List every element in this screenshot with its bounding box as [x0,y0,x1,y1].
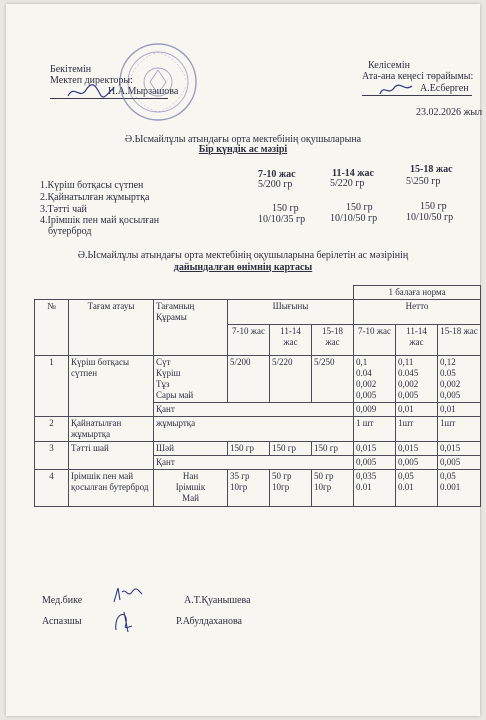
cook-name: Р.Абулдаханова [176,616,242,627]
netto-cell [354,470,396,507]
table-row [35,470,481,507]
age-netto-2: 11-14 жас [396,325,438,356]
output-value: 10гр [272,482,290,492]
netto-cell: 0,005 [438,456,481,470]
nurse-name: А.Т.Қуанышева [184,595,251,606]
parent-signature [378,82,414,98]
output-cell: 5/250 [312,356,354,403]
menu-item-3-value-3: 150 гр [420,201,447,212]
cook-signature [110,608,138,634]
row-no: 4 [35,470,69,507]
ingredient: Күріш [156,368,181,378]
menu-item-4-value-3: 10/10/50 гр [406,212,454,223]
col-dish: Тағам атауы [69,300,154,356]
row-ingredients [154,470,228,507]
menu-item-2: 2.Қайнатылған жұмыртқа [40,192,150,203]
row-ingredient: жұмыртқа [154,417,354,442]
netto-value: 0.01 [398,482,414,492]
table-row [35,442,481,456]
netto-cell: 0,005 [354,456,396,470]
age-group-2: 11-14 жас [332,168,374,179]
netto-cell: 1шт [438,417,481,442]
output-value: 10гр [314,482,332,492]
output-cell [312,470,354,507]
ingredient: Тұз [156,379,170,389]
netto-cell [354,356,396,403]
output-cell: 5/200 [228,356,270,403]
output-cell [228,470,270,507]
approve-name: Н.А.Мырзашова [108,86,179,97]
ingredient: Май [182,493,199,503]
age-output-1: 7-10 жас [228,325,270,356]
output-value: 50 гр [314,471,334,481]
netto-cell: 0,005 [396,456,438,470]
netto-value: 0.04 [356,368,372,378]
col-no: № [35,300,69,356]
netto-value: 0.05 [440,368,456,378]
cook-label: Аспазшы [42,616,82,627]
nurse-label: Мед.бике [42,595,83,606]
netto-value: 0,002 [440,379,461,389]
menu-item-1-value-3: 5\250 гр [406,176,441,187]
menu-item-4-value-2: 10/10/50 гр [330,213,378,224]
school-stamp [116,40,200,124]
netto-value: 0,05 [398,471,414,481]
card-title-line1: Ә.Ысмайлұлы атындағы орта мектебінің оқушыларына берілетін ас мәзірінің [77,250,409,261]
age-group-1: 7-10 жас [258,169,296,180]
age-group-3: 15-18 жас [410,164,453,175]
ingredient: Нан [182,471,199,481]
row-dish: Қайнатылған жұмыртқа [69,417,154,442]
row-sugar: Қант [154,403,354,417]
row-dish: Тәтті шай [69,442,154,470]
netto-value: 0,1 [356,357,368,367]
netto-cell: 0,009 [354,403,396,417]
menu-item-4-value-1: 10/10/35 гр [258,214,306,225]
row-no: 2 [35,417,69,442]
netto-value: 0.045 [398,368,419,378]
agree-position: Ата-ана кеңесі төрайымы: [362,71,474,82]
output-value: 10гр [230,482,248,492]
row-dish: Күріш ботқасы сүтпен [69,356,154,417]
netto-value: 0,002 [356,379,377,389]
row-sugar: Қант [154,456,354,470]
netto-value: 0,005 [440,390,461,400]
row-dish: Ірімшік пен май қосылған бутерброд [69,470,154,507]
netto-cell [396,356,438,403]
ingredient: Сүт [156,357,171,367]
director-signature [66,82,116,102]
netto-value: 0.01 [356,482,372,492]
netto-cell: 1 шт [354,417,396,442]
agree-title: Келісемін [368,60,410,71]
netto-cell: 0,01 [396,403,438,417]
menu-school-title: Ә.Ысмайлұлы атындағы орта мектебінің оқушыларына [124,134,362,145]
netto-cell [438,470,481,507]
output-value: 50 гр [272,471,292,481]
agree-name: А.Есберген [420,83,469,94]
output-cell [270,470,312,507]
netto-cell: 0,015 [396,442,438,456]
row-ingredient: Шәй [154,442,228,456]
output-cell: 5/220 [270,356,312,403]
netto-cell: 0,015 [438,442,481,456]
netto-value: 0,12 [440,357,456,367]
table-row [35,417,481,442]
col-output: Шығыны [228,300,354,325]
netto-value: 0,002 [398,379,419,389]
netto-value: 0,11 [398,357,414,367]
norm-header: 1 балаға норма [354,286,481,300]
age-netto-1: 7-10 жас [354,325,396,356]
output-cell: 150 гр [312,442,354,456]
col-netto: Нетто [354,300,481,325]
netto-cell [438,356,481,403]
row-ingredients [154,356,228,403]
document-page [6,4,483,716]
row-no: 3 [35,442,69,470]
nurse-signature [110,584,144,606]
age-output-2: 11-14 жас [270,325,312,356]
output-cell: 150 гр [270,442,312,456]
card-title-line2: дайындалған өнімнің картасы [173,262,313,273]
approve-position: Мектеп директоры: [50,75,133,86]
ingredient: Сары май [156,390,194,400]
netto-cell: 0,01 [438,403,481,417]
menu-item-4: 4.Ірімшік пен май қосылған [40,215,160,226]
netto-value: 0.001 [440,482,461,492]
menu-item-1-value-1: 5/200 гр [258,179,293,190]
menu-item-3-value-2: 150 гр [346,202,373,213]
menu-item-4-line2: бутерброд [48,226,92,237]
table-row [35,356,481,403]
menu-item-3: 3.Тәтті чай [40,204,87,215]
netto-value: 0,005 [398,390,419,400]
product-card-table [34,285,481,507]
row-no: 1 [35,356,69,417]
output-value: 35 гр [230,471,250,481]
menu-item-1: 1.Күріш ботқасы сүтпен [40,180,144,191]
netto-value: 0,005 [356,390,377,400]
menu-item-3-value-1: 150 гр [272,203,299,214]
netto-cell: 0,015 [354,442,396,456]
age-netto-3: 15-18 жас [438,325,481,356]
netto-cell [396,470,438,507]
document-date: 23.02.2026 жыл [416,107,483,118]
netto-value: 0,05 [440,471,456,481]
menu-item-1-value-2: 5/220 гр [330,178,365,189]
header-row [35,300,481,325]
age-output-3: 15-18 жас [312,325,354,356]
menu-subtitle: Бір күндік ас мәзірі [198,144,288,155]
approve-title: Бекітемін [50,64,92,75]
col-composition: Тағамның Құрамы [154,300,228,356]
netto-value: 0,035 [356,471,377,481]
output-cell: 150 гр [228,442,270,456]
ingredient: Ірімшік [175,482,206,492]
norm-header-row [35,286,481,300]
netto-cell: 1шт [396,417,438,442]
